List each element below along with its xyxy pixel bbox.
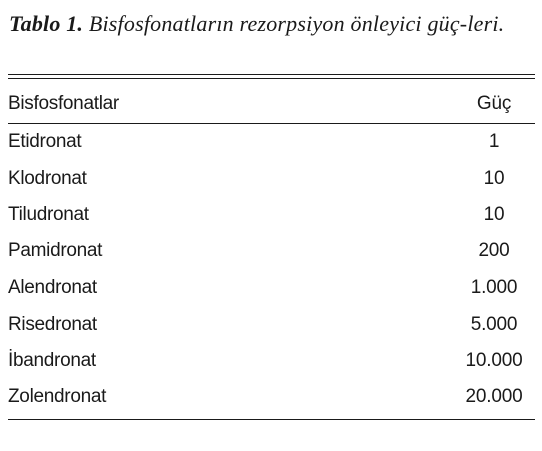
column-header-value: Güç [476,93,512,114]
potency-cell: 20.000 [465,386,523,407]
drug-name-cell: Klodronat [8,168,87,189]
drug-name-cell: Tiludronat [8,204,89,225]
drug-name-cell: Alendronat [8,277,97,298]
potency-cell: 10.000 [465,350,523,371]
top-rule [8,74,535,75]
table-caption [9,10,534,37]
drug-name-cell: Zolendronat [8,386,107,407]
top-rule-second [8,78,535,79]
table-row [8,270,535,306]
table-caption-text: Bisfosfonatların rezorpsiyon önleyici güç-leri. [88,11,505,36]
table-row [8,343,535,379]
potency-cell: 10 [483,168,505,189]
drug-name-cell: Risedronat [8,314,97,335]
drug-name-cell: İbandronat [8,350,96,371]
table-row [8,197,535,233]
potency-cell: 10 [483,204,505,225]
table-row [8,124,535,160]
drug-name-cell: Pamidronat [8,240,103,261]
table-caption-label: Tablo 1. [9,11,84,36]
potency-cell: 1 [488,131,500,152]
potency-cell: 200 [478,240,510,261]
drug-name-cell: Etidronat [8,131,82,152]
table-row [8,379,535,415]
table-row [8,307,535,343]
table-row [8,161,535,197]
column-header-name: Bisfosfonatlar [8,93,119,114]
bottom-rule [8,419,535,420]
table-row [8,233,535,269]
table-header-row [8,86,535,122]
potency-cell: 5.000 [470,314,518,335]
potency-cell: 1.000 [470,277,518,298]
